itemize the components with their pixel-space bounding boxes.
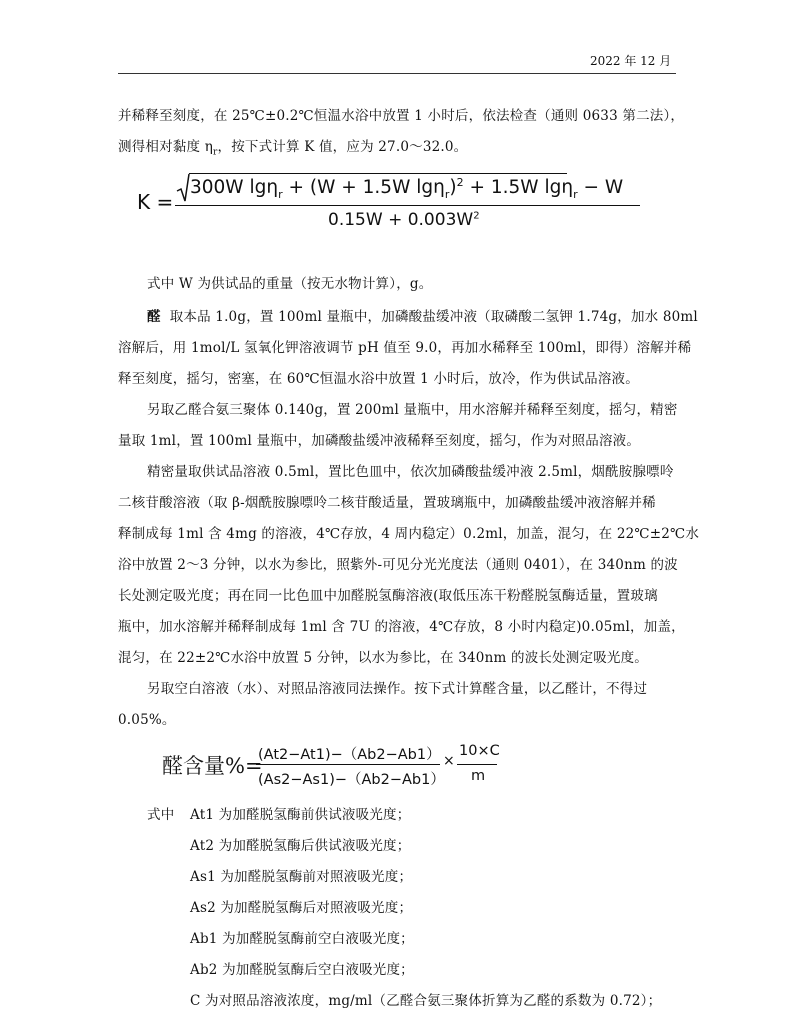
- definition-item: Ab1 为加醛脱氢酶前空白液吸光度；: [190, 931, 414, 947]
- formula-k-numerator: [190, 176, 623, 201]
- math-superscript: 2: [456, 176, 464, 189]
- math-text: + (W + 1.5W lgη: [282, 177, 445, 199]
- math-text: ): [449, 177, 457, 199]
- formula-k-denominator: [328, 210, 480, 230]
- subscript: r: [212, 147, 218, 158]
- aldehyde-line: 瓶中，加水溶解并稀释制成每 1ml 含 7U 的溶液，4℃存放，8 小时内稳定)0.05ml，加盖，: [118, 619, 685, 635]
- fraction-bar: [457, 764, 497, 765]
- aldehyde-line: 混匀，在 22±2℃水浴中放置 5 分钟，以水为参比，在 340nm 的波长处测定吸光度。: [118, 650, 648, 666]
- math-superscript: 2: [473, 210, 480, 222]
- header-date: 2022 年 12 月: [590, 54, 672, 68]
- definitions-prefix: 式中: [147, 807, 175, 823]
- section-heading: 醛: [147, 309, 161, 325]
- paragraph-line: [118, 135, 467, 158]
- aldehyde-line: 另取空白溶液（水）、对照品溶液同法操作。按下式计算醛含量，以乙醛计，不得过: [147, 681, 648, 697]
- definition-item: C 为对照品溶液浓度，mg/ml（乙醛合氨三聚体折算为乙醛的系数为 0.72）；: [190, 993, 662, 1009]
- formula-ald-num1: (At2−At1)−（Ab2−Ab1）: [258, 747, 441, 763]
- definition-item: As1 为加醛脱氢酶前对照液吸光度；: [190, 869, 413, 885]
- aldehyde-line: 释制成每 1ml 含 4mg 的溶液，4℃存放，4 周内稳定）0.2ml，加盖，混匀，在 22℃±2℃水: [118, 526, 700, 542]
- definition-item: At2 为加醛脱氢酶后供试液吸光度；: [190, 838, 411, 854]
- aldehyde-line: 长处测定吸光度；再在同一比色皿中加醛脱氢酶溶液(取低压冻干粉醛脱氢酶适量，置玻璃: [118, 588, 658, 604]
- text-fragment: ，按下式计算 K 值，应为 27.0～32.0。: [217, 139, 468, 155]
- math-text: 0.15W + 0.003W: [328, 210, 474, 230]
- aldehyde-line: [147, 305, 698, 325]
- math-text: + 1.5W lgη: [463, 177, 574, 199]
- aldehyde-line: 量取 1ml，置 100ml 量瓶中，加磷酸盐缓冲液稀释至刻度，摇匀，作为对照品溶液。: [118, 433, 641, 449]
- note-w: 式中 W 为供试品的重量（按无水物计算），g。: [147, 276, 433, 292]
- math-text: 300W lgη: [190, 177, 279, 199]
- aldehyde-line: 二核苷酸溶液（取 β-烟酰胺腺嘌呤二核苷酸适量，置玻璃瓶中，加磷酸盐缓冲液溶解并稀: [118, 495, 656, 511]
- formula-ald-den2: m: [471, 768, 486, 784]
- aldehyde-line: 释至刻度，摇匀，密塞，在 60℃恒温水浴中放置 1 小时后，放冷，作为供试品溶液。: [118, 371, 639, 387]
- aldehyde-line: 溶解后，用 1mol/L 氢氧化钾溶液调节 pH 值至 9.0，再加水稀释至 100ml，即得）溶解并稀: [118, 340, 692, 356]
- text-fragment: 测得相对黏度 η: [118, 139, 213, 155]
- sqrt-sign-icon: [176, 173, 190, 203]
- header-divider: [118, 73, 676, 74]
- definition-item: At1 为加醛脱氢酶前供试液吸光度；: [190, 807, 411, 823]
- formula-ald-times: ×: [443, 753, 455, 769]
- math-subscript: r: [278, 187, 283, 201]
- aldehyde-line: 精密量取供试品溶液 0.5ml，置比色皿中，依次加磷酸盐缓冲液 2.5ml，烟酰胺腺嘌呤: [147, 464, 674, 480]
- fraction-bar: [256, 764, 440, 765]
- aldehyde-line: 0.05%。: [118, 712, 176, 728]
- math-text: − W: [577, 177, 624, 199]
- formula-ald-lhs: 醛含量%=: [162, 754, 263, 778]
- definition-item: Ab2 为加醛脱氢酶后空白液吸光度；: [190, 962, 414, 978]
- definition-item: As2 为加醛脱氢酶后对照液吸光度；: [190, 900, 413, 916]
- sqrt-overline: [189, 173, 567, 174]
- formula-ald-num2: 10×C: [459, 743, 500, 759]
- formula-ald-den1: (As2−As1)−（Ab2−Ab1）: [258, 772, 445, 788]
- fraction-bar: [175, 205, 640, 206]
- math-subscript: r: [444, 187, 450, 201]
- text-fragment: 取本品 1.0g，置 100ml 量瓶中，加磷酸盐缓冲液（取磷酸二氢钾 1.74g，加水 80ml: [169, 309, 698, 325]
- formula-k-lhs: K =: [137, 190, 174, 214]
- paragraph-line: 并稀释至刻度，在 25℃±0.2℃恒温水浴中放置 1 小时后，依法检查（通则 0633 第二法），: [118, 108, 685, 124]
- aldehyde-line: 浴中放置 2～3 分钟，以水为参比，照紫外-可见分光光度法（通则 0401），在 340nm 的波: [118, 557, 678, 573]
- aldehyde-line: 另取乙醛合氨三聚体 0.140g，置 200ml 量瓶中，用水溶解并稀释至刻度，摇匀，精密: [147, 402, 678, 418]
- math-subscript: r: [573, 187, 578, 201]
